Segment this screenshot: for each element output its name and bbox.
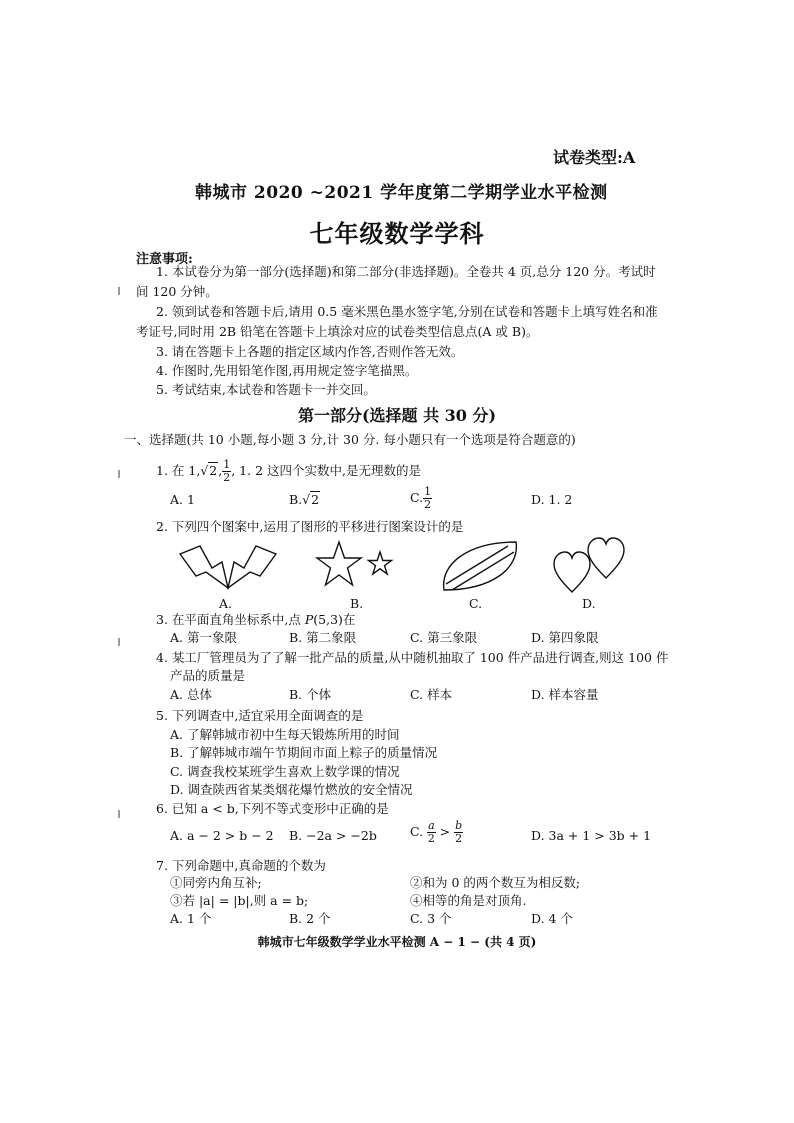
option-a: A. 1 个 (170, 911, 212, 926)
option-a: A. 了解韩城市初中生每天锻炼所用的时间 (170, 727, 400, 742)
option-c: C. $\frac{a}{2}$ > $\frac{b}{2}$ (410, 819, 463, 845)
notice-title: 注意事项: (136, 252, 193, 267)
notice-item: 间 120 分钟。 (136, 284, 218, 299)
option-b: B.√2 (289, 492, 320, 507)
section-title: 第一部分(选择题 共 30 分) (297, 406, 497, 425)
question-6-stem: 6. 已知 a < b,下列不等式变形中正确的是 (156, 801, 389, 816)
question-4-stem: 4. 某工厂管理员为了了解一批产品的质量,从中随机抽取了 100 件产品进行调查,则这 100 件 (156, 650, 669, 665)
figure-c-leaf (438, 538, 522, 594)
option-d: D. 样本容量 (531, 687, 599, 702)
fraction: $\frac{1}{2}$ (223, 458, 231, 484)
notice-item: 3. 请在答题卡上各题的指定区域内作答,否则作答无效。 (156, 344, 464, 359)
scan-mark (118, 470, 120, 478)
question-4-stem-cont: 产品的质量是 (170, 668, 246, 683)
option-a: A. 第一象限 (170, 630, 237, 645)
option-b: B. 第二象限 (289, 630, 357, 645)
option-a: A. a − 2 > b − 2 (170, 828, 274, 843)
scan-mark (118, 810, 120, 818)
question-7-stem: 7. 下列命题中,真命题的个数为 (156, 858, 326, 873)
figure-d-label: D. (582, 596, 596, 611)
scan-mark (118, 638, 120, 646)
question-1-stem: 1. 在 1,√2, $\frac{1}{2}$ , 1. 2 这四个实数中,是无理数的是 (156, 458, 421, 484)
notice-item: 4. 作图时,先用铅笔作图,再用规定签字笔描黑。 (156, 363, 418, 378)
figure-b-label: B. (350, 596, 364, 611)
option-a: A. 总体 (170, 687, 212, 702)
option-d: D. 第四象限 (531, 630, 599, 645)
option-d: D. 4 个 (531, 911, 573, 926)
exam-title: 韩城市 2020 ~2021 学年度第二学期学业水平检测 (195, 183, 608, 203)
notice-item: 5. 考试结束,本试卷和答题卡一并交回。 (156, 382, 376, 397)
notice-item: 考证号,同时用 2B 铅笔在答题卡上填涂对应的试卷类型信息点(A 或 B)。 (136, 324, 539, 339)
option-c: C. 调查我校某班学生喜欢上数学课的情况 (170, 764, 400, 779)
proposition-3: ③若 |a| = |b|,则 a = b; (170, 893, 309, 908)
option-c: C. 样本 (410, 687, 453, 702)
option-d: D. 1. 2 (531, 492, 573, 507)
option-b: B. −2a > −2b (289, 828, 377, 843)
page-footer: 韩城市七年级数学学业水平检测 A − 1 − (共 4 页) (257, 935, 537, 949)
figure-a-lightning (178, 544, 278, 594)
option-d: D. 调查陕西省某类烟花爆竹燃放的安全情况 (170, 782, 413, 797)
question-5-stem: 5. 下列调查中,适宜采用全面调查的是 (156, 708, 364, 723)
paper-type-label: 试卷类型:A (553, 148, 636, 167)
option-b: B. 2 个 (289, 911, 331, 926)
option-c: C. 3 个 (410, 911, 452, 926)
option-c: C. $\frac{1}{2}$ (410, 485, 432, 511)
proposition-1: ①同旁内角互补; (170, 875, 262, 890)
figure-c-label: C. (469, 596, 483, 611)
scan-mark (118, 287, 120, 295)
section-instruction: 一、选择题(共 10 小题,每小题 3 分,计 30 分. 每小题只有一个选项是符合题意的) (124, 432, 576, 447)
option-d: D. 3a + 1 > 3b + 1 (531, 828, 652, 843)
subject-title: 七年级数学学科 (309, 219, 485, 248)
option-b: B. 个体 (289, 687, 332, 702)
figure-a-label: A. (219, 596, 233, 611)
notice-item: 1. 本试卷分为第一部分(选择题)和第二部分(非选择题)。全卷共 4 页,总分 120 分。考试时 (156, 264, 656, 279)
notice-item: 2. 领到试卷和答题卡后,请用 0.5 毫米黑色墨水签字笔,分别在试卷和答题卡上填写姓名和准 (156, 304, 658, 319)
question-2-stem: 2. 下列四个图案中,运用了图形的平移进行图案设计的是 (156, 519, 464, 534)
proposition-2: ②和为 0 的两个数互为相反数; (410, 875, 581, 890)
figure-b-stars (314, 540, 396, 590)
proposition-4: ④相等的角是对顶角. (410, 893, 527, 908)
option-b: B. 了解韩城市端午节期间市面上粽子的质量情况 (170, 745, 438, 760)
option-c: C. 第三象限 (410, 630, 478, 645)
option-a: A. 1 (170, 492, 195, 507)
question-3-stem: 3. 在平面直角坐标系中,点 P(5,3)在 (156, 612, 356, 627)
figure-d-hearts (552, 536, 626, 594)
sqrt-symbol: √2 (200, 463, 218, 478)
